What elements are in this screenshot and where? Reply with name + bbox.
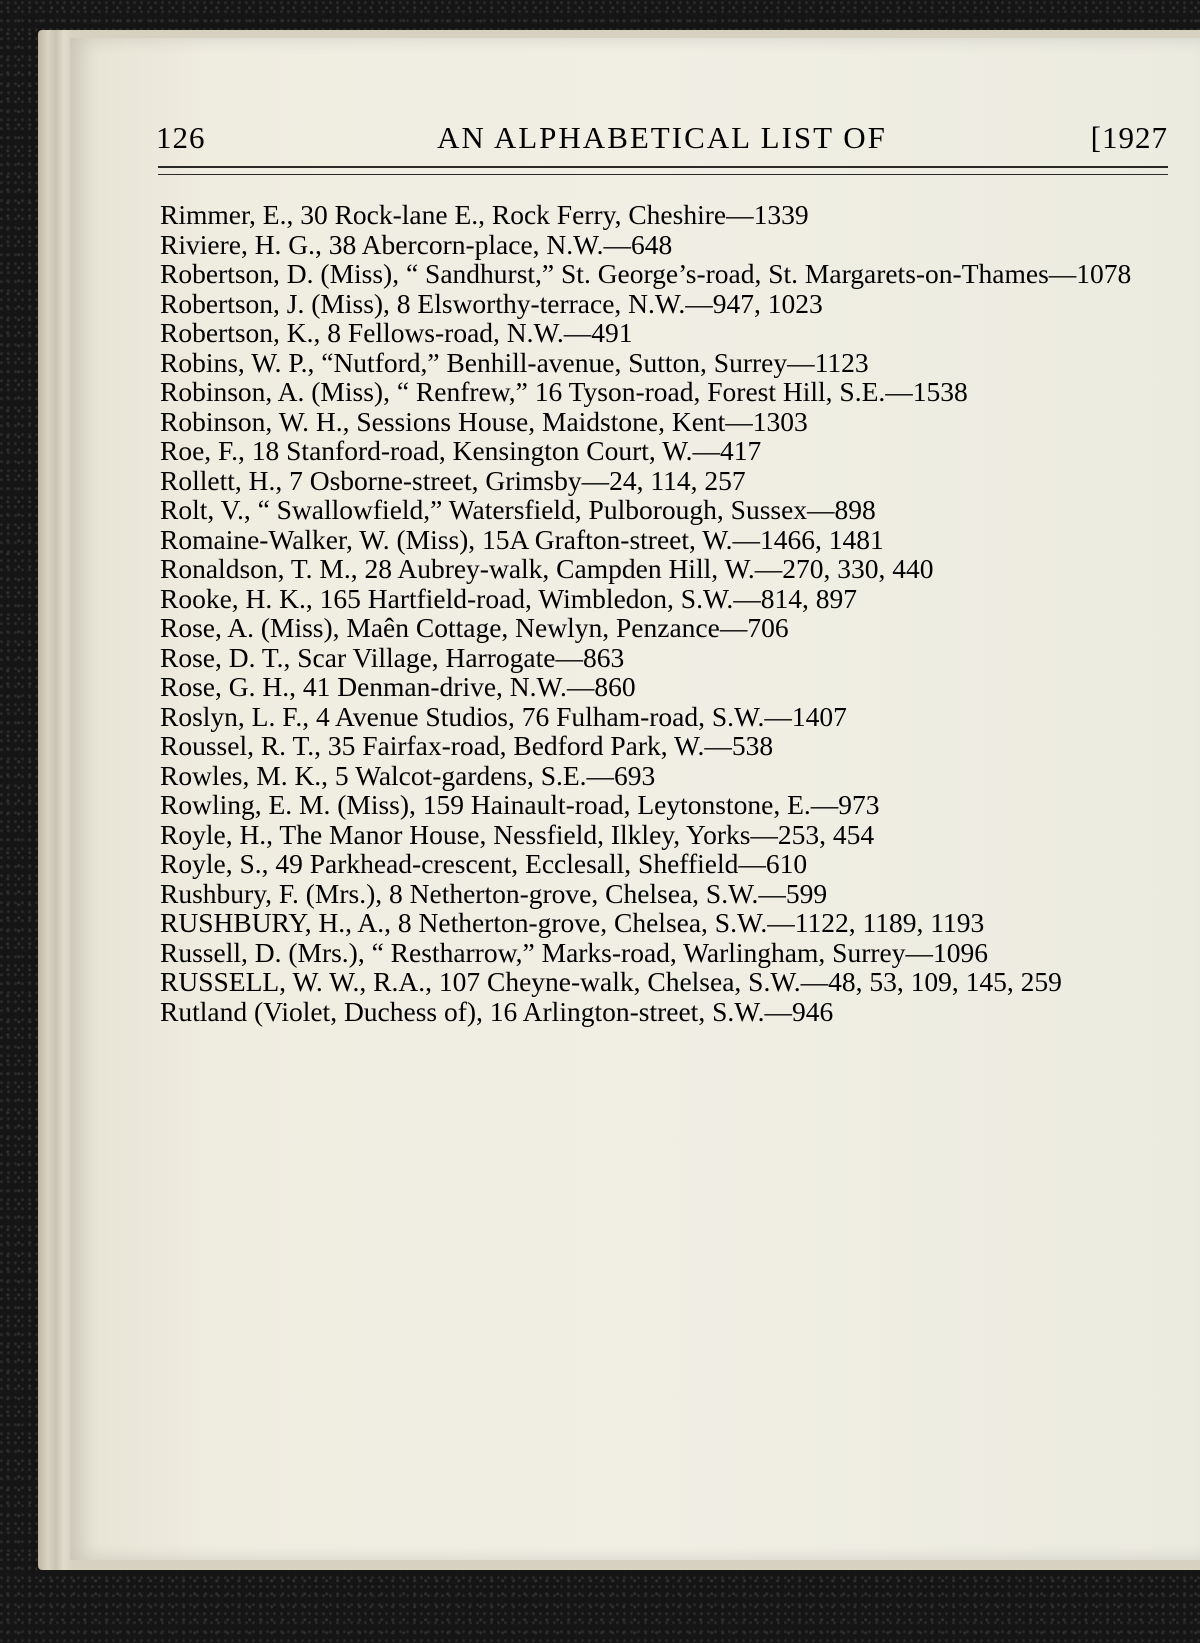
list-item: Royle, H., The Manor House, Nessfield, Ilkley, Yorks—253, 454 — [160, 818, 875, 850]
list-item: Rimmer, E., 30 Rock-lane E., Rock Ferry, Cheshire—1339 — [160, 199, 809, 230]
list-item: Robins, W. P., “Nutford,” Benhill-avenue, Sutton, Surrey—1123 — [160, 346, 869, 378]
list-item: Riviere, H. G., 38 Abercorn-place, N.W.—648 — [160, 228, 673, 260]
list-item: Russell, D. (Mrs.), “ Restharrow,” Marks-road, Warlingham, Surrey—1096 — [160, 936, 988, 968]
list-item: Ronaldson, T. M., 28 Aubrey-walk, Campden Hill, W.—270, 330, 440 — [160, 553, 934, 584]
page-number: 126 — [156, 120, 206, 155]
page-title: AN ALPHABETICAL LIST OF — [437, 120, 887, 155]
list-item: Rose, D. T., Scar Village, Harrogate—863 — [160, 641, 625, 673]
list-item: Robertson, K., 8 Fellows-road, N.W.—491 — [160, 317, 633, 348]
list-item: Rooke, H. K., 165 Hartfield-road, Wimbledon, S.W.—814, 897 — [160, 582, 858, 614]
list-item: Romaine-Walker, W. (Miss), 15A Grafton-street, W.—1466, 1481 — [160, 523, 884, 555]
list-item: Robinson, A. (Miss), “ Renfrew,” 16 Tyson-road, Forest Hill, S.E.—1538 — [160, 376, 968, 407]
list-item: Roslyn, L. F., 4 Avenue Studios, 76 Fulham-road, S.W.—1407 — [160, 700, 847, 732]
list-item: Rowles, M. K., 5 Walcot-gardens, S.E.—693 — [160, 759, 656, 791]
running-header — [156, 112, 1168, 160]
list-item: Rushbury, F. (Mrs.), 8 Netherton-grove, Chelsea, S.W.—599 — [160, 877, 828, 909]
list-item: Roussel, R. T., 35 Fairfax-road, Bedford Park, W.—538 — [160, 730, 774, 761]
list-item: Robertson, D. (Miss), “ Sandhurst,” St. George’s-road, St. Margarets-on-Thames—1078 — [160, 258, 1132, 289]
list-item: Roe, F., 18 Stanford-road, Kensington Court, W.—417 — [160, 435, 762, 466]
header-rule — [158, 166, 1168, 175]
list-item: Robertson, J. (Miss), 8 Elsworthy-terrace, N.W.—947, 1023 — [160, 287, 823, 319]
list-item: Robinson, W. H., Sessions House, Maidstone, Kent—1303 — [160, 405, 808, 437]
list-item: Rollett, H., 7 Osborne-street, Grimsby—24, 114, 257 — [160, 464, 746, 496]
list-item: Rose, A. (Miss), Maên Cottage, Newlyn, Penzance—706 — [160, 612, 789, 643]
entry-list — [160, 200, 1172, 1026]
list-item: Rutland (Violet, Duchess of), 16 Arlington-street, S.W.—946 — [160, 995, 834, 1027]
year-label: [1927 — [1090, 120, 1168, 155]
list-item: Royle, S., 49 Parkhead-crescent, Ecclesall, Sheffield—610 — [160, 848, 808, 879]
list-item: Rowling, E. M. (Miss), 159 Hainault-road, Leytonstone, E.—973 — [160, 789, 880, 820]
list-item: RUSSELL, W. W., R.A., 107 Cheyne-walk, Chelsea, S.W.—48, 53, 109, 145, 259 — [160, 966, 1062, 997]
list-item: RUSHBURY, H., A., 8 Netherton-grove, Chelsea, S.W.—1122, 1189, 1193 — [160, 907, 985, 938]
list-item: Rose, G. H., 41 Denman-drive, N.W.—860 — [160, 671, 636, 702]
list-item: Rolt, V., “ Swallowfield,” Watersfield, Pulborough, Sussex—898 — [160, 494, 876, 525]
